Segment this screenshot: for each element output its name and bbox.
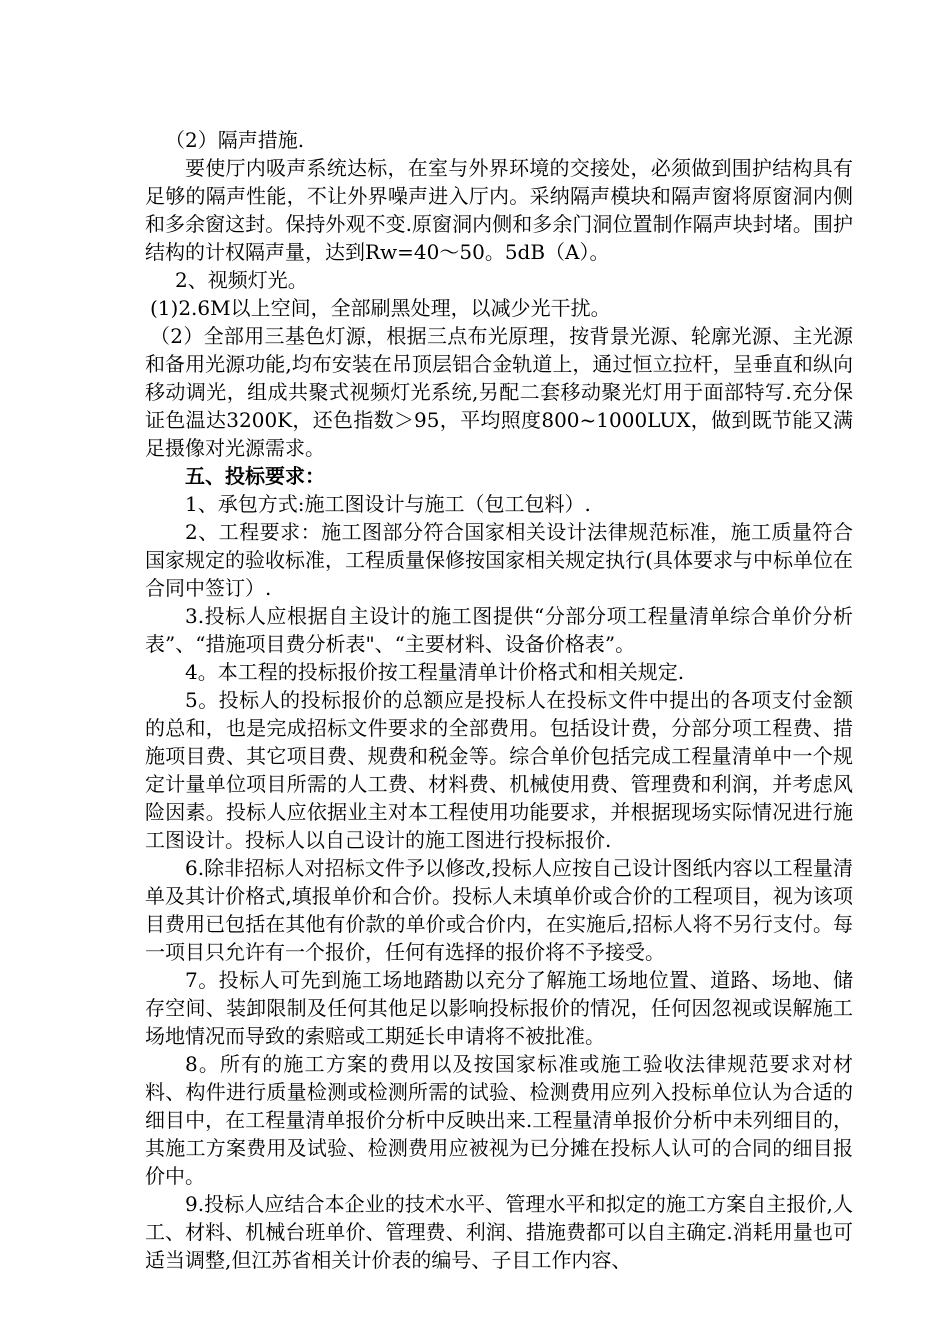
paragraph-bid-item-9: 9.投标人应结合本企业的技术水平、管理水平和拟定的施工方案自主报价,人工、材料、机械台班单价、管理费、利润、措施费都可以自主确定.消耗用量也可适当调整,但江苏省相关计价表的编号、子目工作内容、 [145, 1192, 853, 1272]
paragraph-bid-item-5: 5。投标人的投标报价的总额应是投标人在投标文件中提出的各项支付金额的总和，也是完成招标文件要求的全部费用。包括设计费，分部分项工程费、措施项目费、其它项目费、规费和税金等。综合单价包括完成工程量清单中一个规定计量单位项目所需的人工费、材料费、机械使用费、管理费和利润，并考虑风险因素。投标人应依据业主对本工程使用功能要求，并根据现场实际情况进行施工图设计。投标人以自己设计的施工图进行投标报价. [145, 688, 853, 852]
paragraph-video-lighting-heading: 2、视频灯光。 [175, 268, 308, 292]
paragraph-bid-item-6: 6.除非招标人对招标文件予以修改,投标人应按自己设计图纸内容以工程量清单及其计价格式,填报单价和合价。投标人未填单价或合价的工程项目，视为该项目费用已包括在其他有价款的单价或合价内，在实施后,招标人将不另行支付。每一项目只允许有一个报价，任何有选择的报价将不予接受。 [145, 856, 853, 964]
paragraph-sound-insulation-heading: （2）隔声措施. [165, 128, 305, 152]
paragraph-lighting-item-2: （2）全部用三基色灯源，根据三点布光原理，按背景光源、轮廓光源、主光源和备用光源功能,均布安装在吊顶层铝合金轨道上，通过恒立拉杆，呈垂直和纵向移动调光，组成共聚式视频灯光系统,另配二套移动聚光灯用于面部特写.充分保证色温达3200K，还色指数＞95，平均照度800~1000LUX，做到既节能又满足摄像对光源需求。 [145, 324, 853, 460]
paragraph-bid-item-8: 8。所有的施工方案的费用以及按国家标准或施工验收法律规范要求对材料、构件进行质量检测或检测所需的试验、检测费用应列入投标单位认为合适的细目中，在工程量清单报价分析中反映出来.工程量清单报价分析中未列细目的，其施工方案费用及试验、检测费用应被视为已分摊在投标人认可的合同的细目报价中。 [145, 1052, 853, 1188]
paragraph-bid-item-4: 4。本工程的投标报价按工程量清单计价格式和相关规定. [185, 660, 685, 684]
paragraph-bid-item-7: 7。投标人可先到施工场地踏勘以充分了解施工场地位置、道路、场地、储存空间、装卸限制及任何其他足以影响投标报价的情况，任何因忽视或误解施工场地情况而导致的索赔或工期延长申请将不被批准。 [145, 968, 853, 1048]
document-body [145, 126, 853, 1274]
paragraph-bid-item-3: 3.投标人应根据自主设计的施工图提供“分部分项工程量清单综合单价分析表”、“措施项目费分析表"、“主要材料、设备价格表”。 [145, 604, 853, 656]
paragraph-bid-item-2: 2、工程要求：施工图部分符合国家相关设计法律规范标准，施工质量符合国家规定的验收标准，工程质量保修按国家相关规定执行(具体要求与中标单位在合同中签订）. [145, 520, 853, 600]
paragraph-sound-insulation-body: 要使厅内吸声系统达标，在室与外界环境的交接处，必须做到围护结构具有足够的隔声性能，不让外界噪声进入厅内。采纳隔声模块和隔声窗将原窗洞内侧和多余窗这封。保持外观不变.原窗洞内侧和多余门洞位置制作隔声块封堵。围护结构的计权隔声量，达到Rw=40～50。5dB（A）。 [145, 156, 853, 264]
paragraph-lighting-item-1: (1)2.6M以上空间，全部刷黑处理，以减少光干扰。 [150, 296, 611, 320]
section-heading-bid-requirements: 五、投标要求： [185, 464, 325, 488]
paragraph-bid-item-1: 1、承包方式:施工图设计与施工（包工包料）. [185, 492, 591, 516]
